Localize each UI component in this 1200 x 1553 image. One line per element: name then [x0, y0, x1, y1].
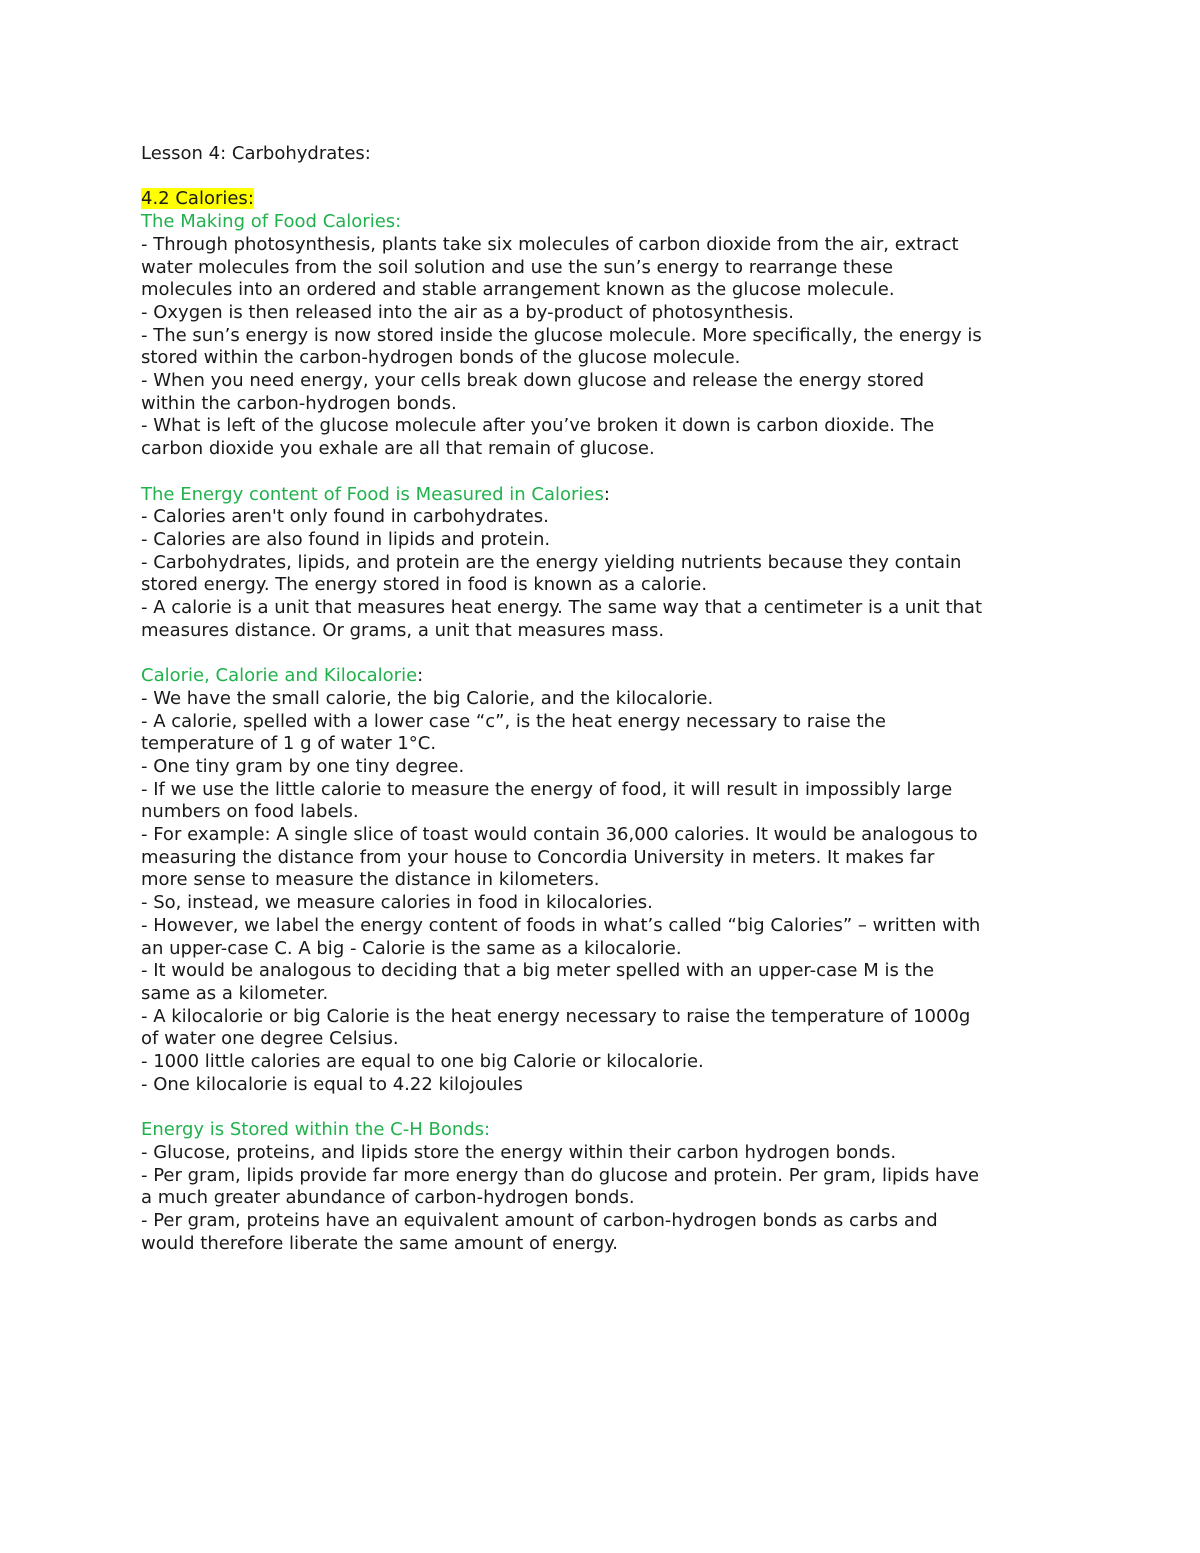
body-text-line: would therefore liberate the same amount of energy. [141, 1232, 618, 1254]
body-text-line: - 1000 little calories are equal to one big Calorie or kilocalorie. [141, 1051, 704, 1073]
body-text-line: molecules into an ordered and stable arrangement known as the glucose molecule. [141, 279, 895, 301]
body-text-line: - Calories are also found in lipids and protein. [141, 528, 551, 550]
body-text-line: more sense to measure the distance in kilometers. [141, 869, 600, 891]
body-text-line: - So, instead, we measure calories in food in kilocalories. [141, 892, 653, 914]
spacer [141, 642, 1071, 665]
body-text-line: - One kilocalorie is equal to 4.22 kilojoules [141, 1073, 523, 1095]
body-text-line: numbers on food labels. [141, 801, 359, 823]
body-text-line: measures distance. Or grams, a unit that measures mass. [141, 619, 665, 641]
spacer [141, 1096, 1071, 1119]
body-text-line: - One tiny gram by one tiny degree. [141, 755, 465, 777]
subsection-heading [141, 665, 1071, 688]
spacer [141, 166, 1071, 189]
body-text-line: stored within the carbon-hydrogen bonds of the glucose molecule. [141, 347, 741, 369]
body-text-line: of water one degree Celsius. [141, 1028, 399, 1050]
body-text-line: - A calorie, spelled with a lower case “c”, is the heat energy necessary to raise the [141, 710, 886, 732]
body-text-line: - We have the small calorie, the big Calorie, and the kilocalorie. [141, 687, 714, 709]
body-text-line: - However, we label the energy content of foods in what’s called “big Calories” – written with [141, 914, 981, 936]
body-text-line: a much greater abundance of carbon-hydrogen bonds. [141, 1187, 635, 1209]
body-text-line: - What is left of the glucose molecule after you’ve broken it down is carbon dioxide. The [141, 415, 935, 437]
section-heading: 4.2 Calories: [141, 188, 254, 210]
body-text-line: stored energy. The energy stored in food is known as a calorie. [141, 574, 708, 596]
body-text-line: - Through photosynthesis, plants take six molecules of carbon dioxide from the air, extract [141, 233, 959, 255]
body-text-line: - A calorie is a unit that measures heat energy. The same way that a centimeter is a unit that [141, 597, 982, 619]
body-text-line: - Carbohydrates, lipids, and protein are the energy yielding nutrients because they contain [141, 551, 962, 573]
body-text-line: temperature of 1 g of water 1°C. [141, 733, 437, 755]
section-heading-line [141, 188, 1071, 211]
body-text-line: - Per gram, lipids provide far more energy than do glucose and protein. Per gram, lipids have [141, 1164, 980, 1186]
sections-container [141, 211, 1071, 1255]
subsection-heading [141, 484, 1071, 507]
body-text-line: same as a kilometer. [141, 982, 329, 1004]
body-text-line: carbon dioxide you exhale are all that remain of glucose. [141, 438, 655, 460]
body-text-line: - When you need energy, your cells break down glucose and release the energy stored [141, 370, 925, 392]
subsection-heading [141, 1119, 1071, 1142]
body-text-line: - Per gram, proteins have an equivalent amount of carbon-hydrogen bonds as carbs and [141, 1209, 938, 1231]
spacer [141, 461, 1071, 484]
heading-colon: : [417, 665, 424, 687]
subsection-heading [141, 211, 1071, 234]
document-page [141, 139, 1071, 1255]
subsection-heading-text: Calorie, Calorie and Kilocalorie [141, 665, 418, 687]
body-text-line: - If we use the little calorie to measure the energy of food, it will result in impossibly large [141, 778, 953, 800]
heading-colon: : [603, 483, 610, 505]
body-text-line: - Calories aren't only found in carbohydrates. [141, 506, 549, 528]
lesson-title: Lesson 4: Carbohydrates: [141, 143, 371, 164]
subsection-heading-text: The Energy content of Food is Measured in Calories [141, 483, 604, 505]
body-text-line: - For example: A single slice of toast would contain 36,000 calories. It would be analogous to [141, 824, 978, 846]
body-text-line: - It would be analogous to deciding that a big meter spelled with an upper-case M is the [141, 960, 935, 982]
body-text-line: - Glucose, proteins, and lipids store the energy within their carbon hydrogen bonds. [141, 1141, 897, 1163]
body-text-line: an upper-case C. A big - Calorie is the same as a kilocalorie. [141, 937, 682, 959]
body-text-line: measuring the distance from your house to Concordia University in meters. It makes far [141, 846, 935, 868]
subsection-heading-text: The Making of Food Calories: [141, 211, 402, 233]
body-text-line: - Oxygen is then released into the air as a by-product of photosynthesis. [141, 301, 795, 323]
body-text-line: water molecules from the soil solution and use the sun’s energy to rearrange these [141, 256, 894, 278]
subsection-heading-text: Energy is Stored within the C-H Bonds: [141, 1119, 491, 1141]
body-text-line: within the carbon-hydrogen bonds. [141, 392, 457, 414]
body-text-line: - The sun’s energy is now stored inside the glucose molecule. More specifically, the energy is [141, 324, 982, 346]
body-text-line: - A kilocalorie or big Calorie is the heat energy necessary to raise the temperature of 1000g [141, 1005, 971, 1027]
